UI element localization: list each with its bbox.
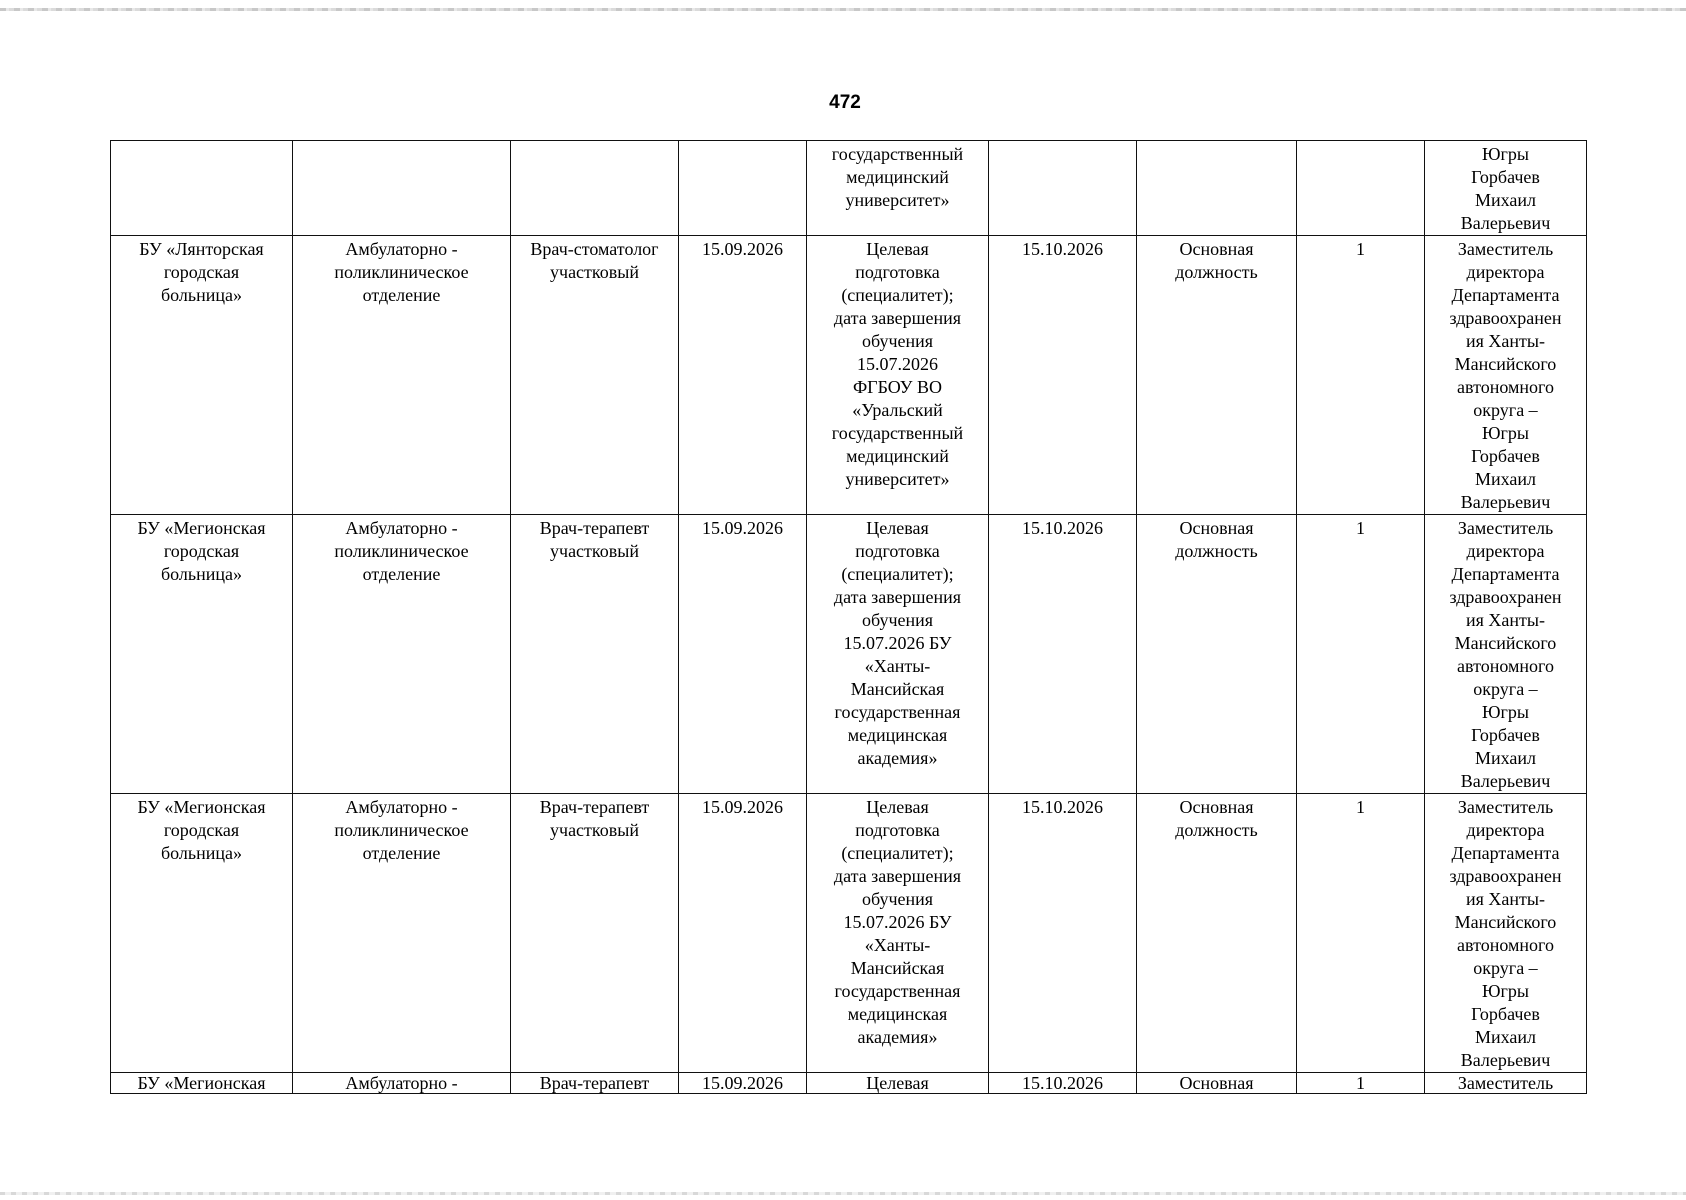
- cell-count: 1: [1297, 1073, 1425, 1094]
- cell-responsible: Заместитель директора Департамента здравоохранен ия Ханты- Мансийского автономного округа – Югры Горбачев Михаил Валерьевич: [1425, 515, 1587, 794]
- page-number: 472: [829, 92, 861, 113]
- cell-organization: БУ «Мегионская городская больница»: [111, 794, 293, 1073]
- cell-department: Амбулаторно -: [293, 1073, 511, 1094]
- cell-responsible: Заместитель директора Департамента здравоохранен ия Ханты- Мансийского автономного округа – Югры Горбачев Михаил Валерьевич: [1425, 236, 1587, 515]
- cell-training: Целевая подготовка (специалитет); дата завершения обучения 15.07.2026 БУ «Ханты- Мансийская государственная медицинская академия»: [807, 794, 989, 1073]
- vacancy-table: [110, 140, 1587, 1094]
- cell-start-date: 15.09.2026: [679, 236, 807, 515]
- cell-position-type: Основная: [1137, 1073, 1297, 1094]
- cell-position: Врач-стоматолог участковый: [511, 236, 679, 515]
- scan-edge-top: [0, 8, 1686, 11]
- cell-organization: БУ «Мегионская городская больница»: [111, 515, 293, 794]
- cell-count: 1: [1297, 236, 1425, 515]
- cell-department: Амбулаторно - поликлиническое отделение: [293, 236, 511, 515]
- cell-organization: БУ «Лянторская городская больница»: [111, 236, 293, 515]
- cell-end-date: 15.10.2026: [989, 236, 1137, 515]
- cell-position-type: Основная должность: [1137, 236, 1297, 515]
- cell-training: Целевая: [807, 1073, 989, 1094]
- cell-training: государственный медицинский университет»: [807, 141, 989, 236]
- cell-position: Врач-терапевт участковый: [511, 515, 679, 794]
- cell-start-date: 15.09.2026: [679, 794, 807, 1073]
- cell-responsible: Заместитель: [1425, 1073, 1587, 1094]
- cell-count: [1297, 141, 1425, 236]
- cell-count: 1: [1297, 794, 1425, 1073]
- table-row-partial: [111, 1073, 1587, 1094]
- scan-edge-bottom: [0, 1192, 1686, 1195]
- cell-position-type: Основная должность: [1137, 794, 1297, 1073]
- cell-count: 1: [1297, 515, 1425, 794]
- cell-position-type: [1137, 141, 1297, 236]
- cell-start-date: 15.09.2026: [679, 515, 807, 794]
- table-row: [111, 236, 1587, 515]
- cell-responsible: Югры Горбачев Михаил Валерьевич: [1425, 141, 1587, 236]
- cell-department: Амбулаторно - поликлиническое отделение: [293, 515, 511, 794]
- table-row-continuation: [111, 141, 1587, 236]
- cell-training: Целевая подготовка (специалитет); дата завершения обучения 15.07.2026 ФГБОУ ВО «Уральский государственный медицинский университет»: [807, 236, 989, 515]
- cell-end-date: [989, 141, 1137, 236]
- cell-position: Врач-терапевт участковый: [511, 794, 679, 1073]
- cell-responsible: Заместитель директора Департамента здравоохранен ия Ханты- Мансийского автономного округа – Югры Горбачев Михаил Валерьевич: [1425, 794, 1587, 1073]
- cell-position: [511, 141, 679, 236]
- cell-training: Целевая подготовка (специалитет); дата завершения обучения 15.07.2026 БУ «Ханты- Мансийская государственная медицинская академия»: [807, 515, 989, 794]
- table-row: [111, 515, 1587, 794]
- cell-department: Амбулаторно - поликлиническое отделение: [293, 794, 511, 1073]
- cell-end-date: 15.10.2026: [989, 794, 1137, 1073]
- table-row: [111, 794, 1587, 1073]
- cell-department: [293, 141, 511, 236]
- cell-start-date: [679, 141, 807, 236]
- cell-position-type: Основная должность: [1137, 515, 1297, 794]
- cell-position: Врач-терапевт: [511, 1073, 679, 1094]
- cell-organization: БУ «Мегионская: [111, 1073, 293, 1094]
- cell-end-date: 15.10.2026: [989, 515, 1137, 794]
- cell-start-date: 15.09.2026: [679, 1073, 807, 1094]
- cell-organization: [111, 141, 293, 236]
- cell-end-date: 15.10.2026: [989, 1073, 1137, 1094]
